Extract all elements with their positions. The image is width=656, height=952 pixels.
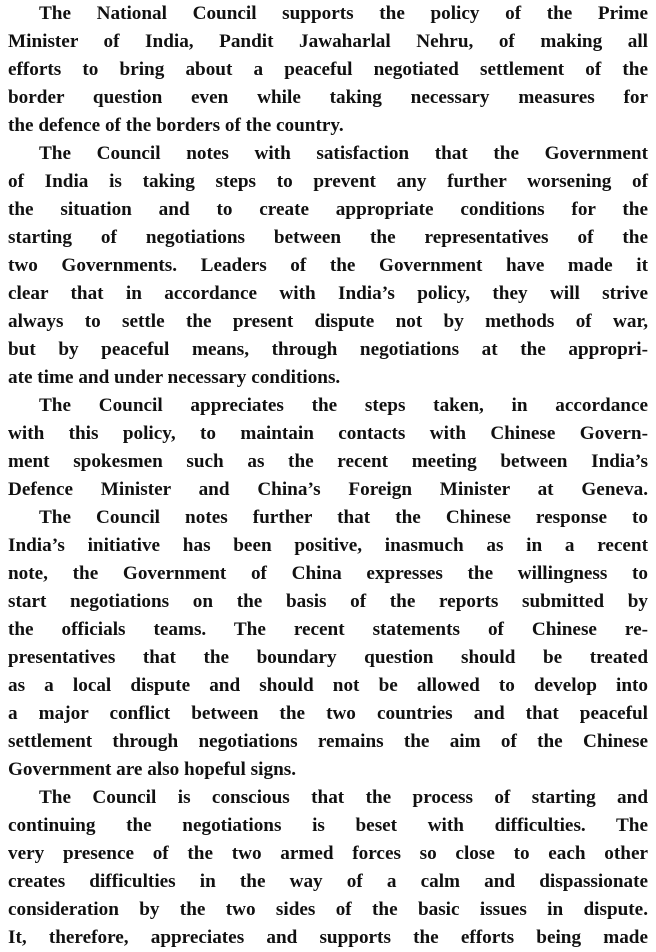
paragraph-2-line-2: of India is taking steps to prevent any further worsening of [8, 171, 648, 192]
paragraph-3-line-2: with this policy, to maintain contacts with Chinese Govern- [8, 423, 648, 444]
paragraph-2-line-9: ate time and under necessary conditions. [8, 367, 341, 388]
paragraph-2-line-8: but by peaceful means, through negotiations at the appropri- [8, 339, 648, 360]
paragraph-4-line-9: settlement through negotiations remains the aim of the Chinese [8, 731, 648, 752]
paragraph-1-line-1: The National Council supports the policy of the Prime [39, 3, 648, 24]
paragraph-2-line-6: clear that in accordance with India’s policy, they will strive [8, 283, 648, 304]
paragraph-4-line-10: Government are also hopeful signs. [8, 759, 296, 780]
paragraph-2-line-7: always to settle the present dispute not by methods of war, [8, 311, 648, 332]
paragraph-5-line-4: creates difficulties in the way of a calm and dispassionate [8, 871, 648, 892]
paragraph-5-line-5: consideration by the two sides of the basic issues in dispute. [8, 899, 648, 920]
paragraph-3-line-4: Defence Minister and China’s Foreign Minister at Geneva. [8, 479, 648, 500]
paragraph-5-line-2: continuing the negotiations is beset with difficulties. The [8, 815, 648, 836]
paragraph-4-line-3: note, the Government of China expresses the willingness to [8, 563, 648, 584]
paragraph-5-line-6: It, therefore, appreciates and supports the efforts being made [8, 927, 648, 948]
paragraph-4-line-2: India’s initiative has been positive, inasmuch as in a recent [8, 535, 648, 556]
paragraph-4-line-4: start negotiations on the basis of the reports submitted by [8, 591, 648, 612]
paragraph-1-line-5: the defence of the borders of the country. [8, 115, 344, 136]
paragraph-1-line-3: efforts to bring about a peaceful negotiated settlement of the [8, 59, 648, 80]
paragraph-4-line-7: as a local dispute and should not be allowed to develop into [8, 675, 648, 696]
paragraph-4-line-8: a major conflict between the two countries and that peaceful [8, 703, 648, 724]
paragraph-5-line-3: very presence of the two armed forces so close to each other [8, 843, 648, 864]
paragraph-2-line-4: starting of negotiations between the representatives of the [8, 227, 648, 248]
paragraph-4-line-6: presentatives that the boundary question should be treated [8, 647, 648, 668]
paragraph-4-line-5: the officials teams. The recent statements of Chinese re- [8, 619, 648, 640]
paragraph-1-line-2: Minister of India, Pandit Jawaharlal Nehru, of making all [8, 31, 648, 52]
paragraph-2-line-3: the situation and to create appropriate conditions for the [8, 199, 648, 220]
paragraph-2-line-1: The Council notes with satisfaction that the Government [39, 143, 648, 164]
paragraph-3-line-1: The Council appreciates the steps taken, in accordance [39, 395, 648, 416]
paragraph-4-line-1: The Council notes further that the Chinese response to [39, 507, 648, 528]
paragraph-1-line-4: border question even while taking necessary measures for [8, 87, 648, 108]
paragraph-2-line-5: two Governments. Leaders of the Government have made it [8, 255, 648, 276]
paragraph-3-line-3: ment spokesmen such as the recent meeting between India’s [8, 451, 648, 472]
paragraph-5-line-1: The Council is conscious that the process of starting and [39, 787, 648, 808]
